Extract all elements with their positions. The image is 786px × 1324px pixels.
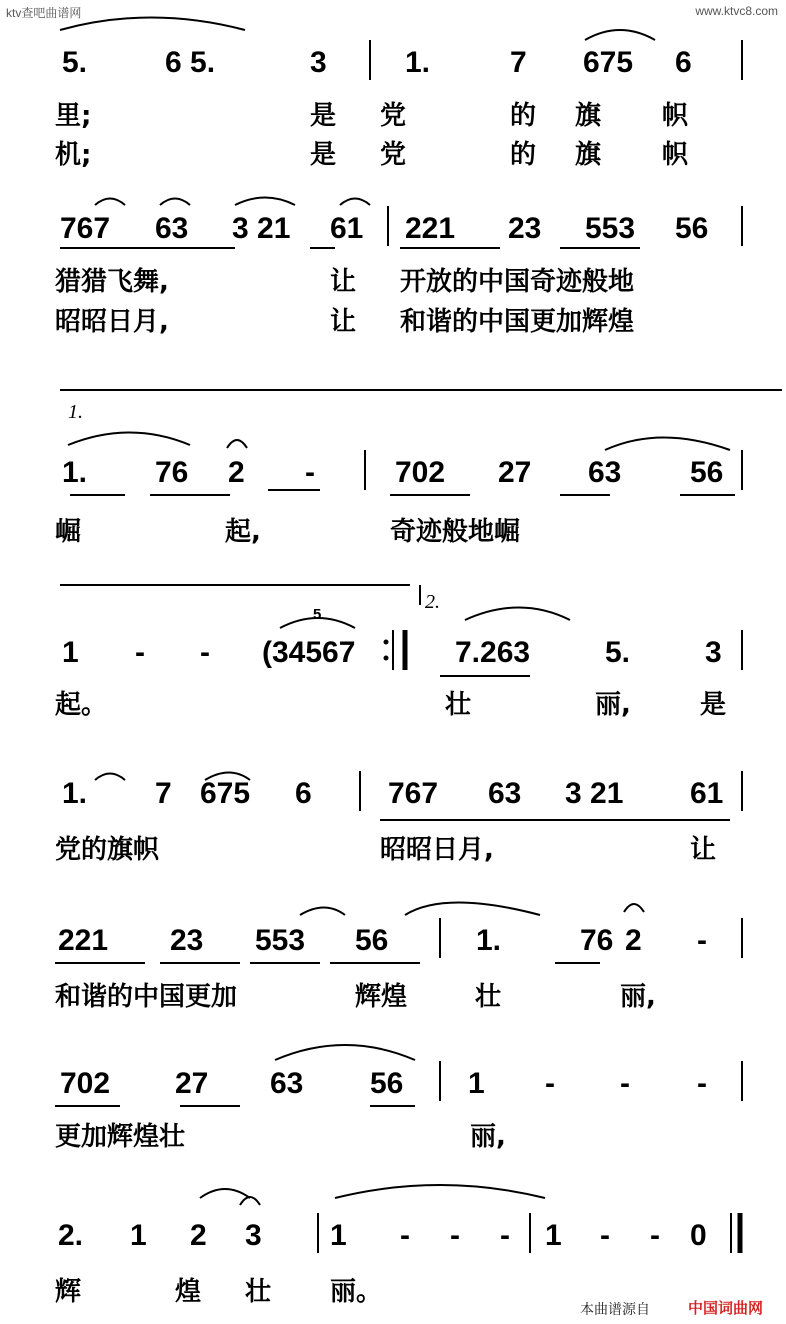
note-group: 702	[395, 456, 446, 489]
footer-source: 本曲谱源自	[580, 1302, 650, 1318]
lyric-line-1: 辉	[55, 1277, 82, 1307]
note-group: -	[500, 1219, 510, 1252]
slur	[340, 199, 370, 206]
note-group: 767	[60, 212, 111, 245]
lyric-line-1: 丽。	[330, 1277, 383, 1307]
note-group: 56	[370, 1067, 404, 1100]
tuplet-number: 5	[313, 606, 322, 623]
lyric-line-1: 起,	[225, 517, 261, 547]
lyric-line-1: 丽,	[620, 982, 656, 1012]
note-group: (34567	[262, 636, 356, 669]
note-group: -	[305, 456, 315, 489]
lyric-line-2: 的	[510, 140, 537, 170]
note-group: 61	[330, 212, 364, 245]
lyric-line-1: 壮	[475, 982, 502, 1012]
slur	[68, 433, 190, 446]
lyric-line-1: 让	[690, 835, 717, 865]
lyric-line-1: 壮	[245, 1277, 272, 1307]
note-group: 3	[705, 636, 722, 669]
note-group: 6	[675, 46, 692, 79]
note-group: 1	[330, 1219, 347, 1252]
lyric-line-2: 是	[310, 140, 337, 170]
slur	[95, 774, 125, 781]
note-group: 1	[545, 1219, 562, 1252]
watermark-left: ktv查吧曲谱网	[6, 6, 82, 20]
slur	[235, 198, 295, 206]
note-group: 6 5.	[165, 46, 216, 79]
lyric-line-2: 旗	[575, 140, 602, 170]
slur	[60, 18, 245, 31]
note-group: 767	[388, 777, 439, 810]
note-group: 6	[295, 777, 312, 810]
note-group: -	[697, 1067, 707, 1100]
note-group: 1.	[476, 924, 502, 957]
note-group: 7.263	[455, 636, 531, 669]
slur	[585, 30, 655, 40]
note-group: 76	[155, 456, 189, 489]
note-group: 61	[690, 777, 724, 810]
note-group: 63	[488, 777, 522, 810]
note-group: 702	[60, 1067, 111, 1100]
note-group: 2	[190, 1219, 207, 1252]
note-group: 3	[245, 1219, 262, 1252]
note-group: 56	[690, 456, 724, 489]
slur	[405, 903, 540, 916]
note-group: 3 21	[565, 777, 624, 810]
lyric-line-1: 的	[510, 101, 537, 131]
lyric-line-1: 壮	[445, 690, 472, 720]
note-group: 56	[355, 924, 389, 957]
lyric-line-1: 让	[330, 267, 357, 297]
lyric-line-2: 党	[380, 140, 407, 170]
slur	[160, 199, 190, 206]
lyric-line-1: 昭昭日月,	[380, 835, 494, 865]
lyric-line-1: 丽,	[595, 690, 631, 720]
note-group: 1	[468, 1067, 485, 1100]
lyric-line-2: 和谐的中国更加辉煌	[400, 307, 635, 337]
note-group: 7	[155, 777, 172, 810]
lyric-line-1: 是	[700, 690, 727, 720]
note-group: -	[697, 924, 707, 957]
note-group: 0	[690, 1219, 707, 1252]
note-group: 221	[58, 924, 109, 957]
note-group: 23	[508, 212, 542, 245]
lyric-line-1: 是	[310, 101, 337, 131]
score-notes	[58, 40, 742, 1253]
lyric-line-2: 让	[330, 307, 357, 337]
score-lyrics	[55, 100, 726, 1307]
note-group: 56	[675, 212, 709, 245]
slur	[300, 908, 345, 916]
lyric-line-1: 崛	[55, 517, 82, 547]
volta-2-label: 2.	[425, 591, 440, 613]
note-group: 76	[580, 924, 614, 957]
lyric-line-2: 机;	[55, 140, 92, 170]
lyric-line-1: 丽,	[470, 1122, 506, 1152]
lyric-line-1: 党	[380, 101, 407, 131]
note-group: 553	[255, 924, 306, 957]
note-group: 2.	[58, 1219, 84, 1252]
note-group: 1.	[62, 456, 88, 489]
volta-1-label: 1.	[68, 401, 83, 423]
note-group: 1.	[405, 46, 431, 79]
slur	[605, 438, 730, 451]
slur	[335, 1185, 545, 1198]
footer-site: 中国词曲网	[688, 1299, 764, 1317]
fermata	[227, 440, 247, 448]
repeat-dot	[384, 656, 389, 661]
note-group: 63	[588, 456, 622, 489]
note-group: -	[620, 1067, 630, 1100]
lyric-line-1: 里;	[55, 101, 92, 131]
note-group: -	[200, 636, 210, 669]
note-group: -	[400, 1219, 410, 1252]
note-group: 1	[62, 636, 79, 669]
note-group: 553	[585, 212, 636, 245]
lyric-line-1: 更加辉煌壮	[55, 1122, 186, 1152]
note-group: 27	[498, 456, 532, 489]
lyric-line-2: 帜	[662, 140, 689, 170]
note-group: 27	[175, 1067, 209, 1100]
note-group: 1.	[62, 777, 88, 810]
slur	[200, 1189, 250, 1198]
lyric-line-1: 猎猎飞舞,	[55, 267, 169, 297]
note-group: 23	[170, 924, 204, 957]
lyric-line-2: 昭昭日月,	[55, 307, 169, 337]
note-group: 63	[270, 1067, 304, 1100]
slur	[465, 608, 570, 621]
lyric-line-1: 起。	[55, 690, 108, 720]
note-group: 63	[155, 212, 189, 245]
note-group: 221	[405, 212, 456, 245]
lyric-line-1: 党的旗帜	[55, 835, 160, 865]
note-group: -	[545, 1067, 555, 1100]
lyric-line-1: 和谐的中国更加	[55, 982, 238, 1012]
note-group: 675	[200, 777, 251, 810]
score-marks	[55, 18, 782, 1206]
lyric-line-1: 开放的中国奇迹般地	[400, 267, 635, 297]
note-group: 3	[310, 46, 327, 79]
note-group: 5.	[605, 636, 631, 669]
note-group: 7	[510, 46, 527, 79]
note-group: 1	[130, 1219, 147, 1252]
lyric-line-1: 奇迹般地崛	[390, 517, 521, 547]
note-group: 675	[583, 46, 634, 79]
note-group: 2	[228, 456, 245, 489]
note-group: -	[450, 1219, 460, 1252]
note-group: 3 21	[232, 212, 291, 245]
note-group: -	[600, 1219, 610, 1252]
lyric-line-1: 旗	[575, 101, 602, 131]
watermark-right: www.ktvc8.com	[695, 4, 778, 18]
note-group: -	[650, 1219, 660, 1252]
slur	[95, 199, 125, 206]
note-group: 5.	[62, 46, 88, 79]
note-group: -	[135, 636, 145, 669]
slur	[275, 1045, 415, 1060]
fermata	[240, 1197, 260, 1205]
lyric-line-1: 煌	[175, 1277, 202, 1307]
lyric-line-1: 辉煌	[355, 982, 408, 1012]
note-group: 2	[625, 924, 642, 957]
lyric-line-1: 帜	[662, 101, 689, 131]
fermata	[624, 904, 644, 912]
repeat-dot	[384, 640, 389, 645]
